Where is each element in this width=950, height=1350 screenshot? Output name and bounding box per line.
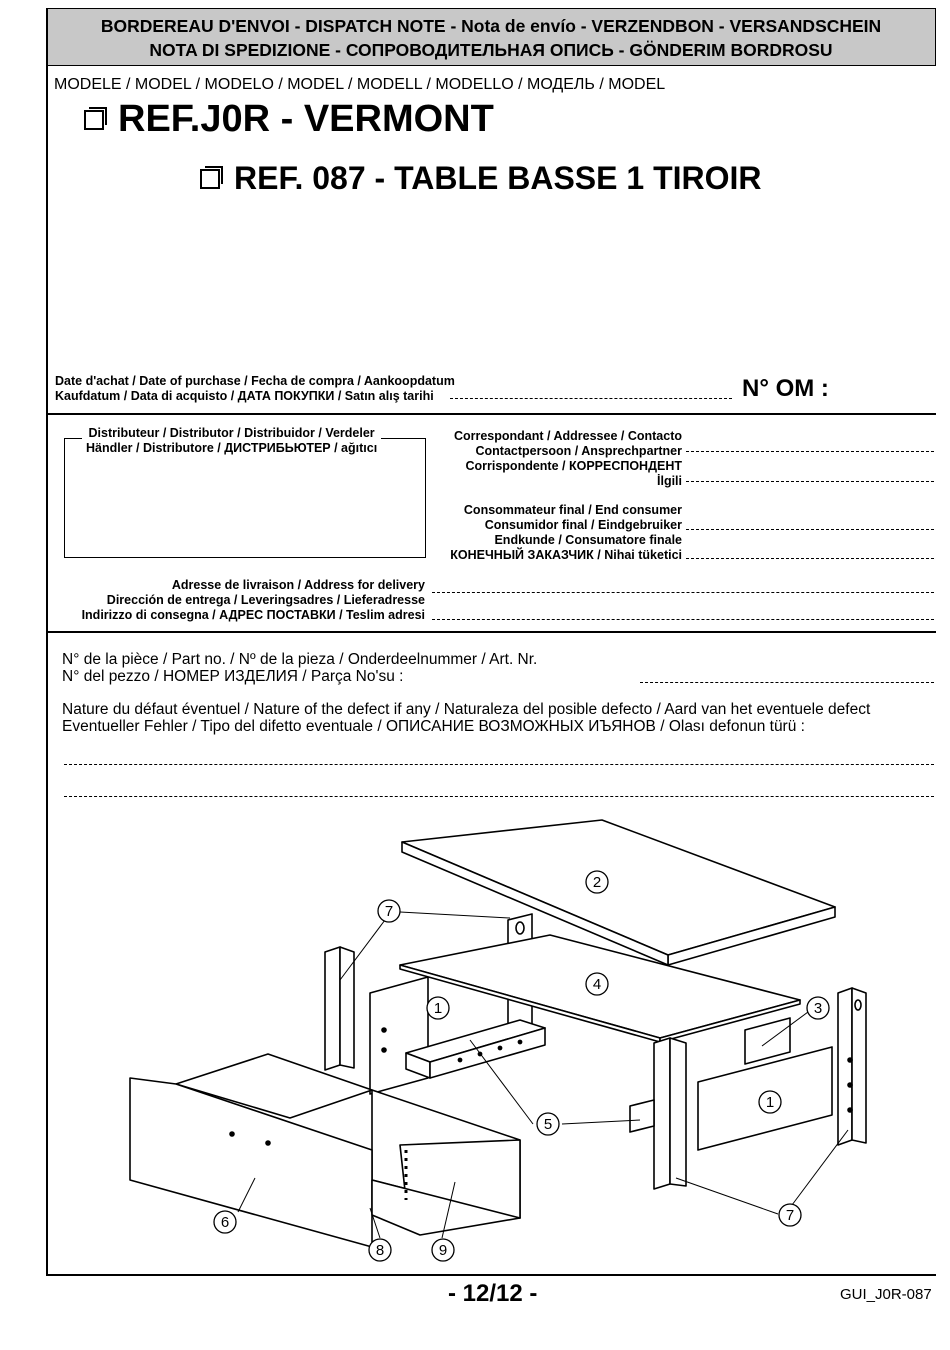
delivery-line-2: Dirección de entrega / Leveringsadres / Lieferadresse [106, 593, 425, 607]
reference-2 [200, 160, 762, 197]
reference-2-text: REF. 087 - TABLE BASSE 1 TIROIR [234, 160, 762, 196]
drawer-assembly [130, 1054, 520, 1247]
dispatch-note-header [46, 8, 936, 66]
defect-line-1: Nature du défaut éventuel / Nature of the defect if any / Naturaleza del posible defecto / Aard van het eventuele defect [62, 701, 871, 718]
correspondant-field-2[interactable] [686, 481, 934, 482]
reference-1-text: REF.J0R - VERMONT [118, 98, 494, 140]
delivery-field-2[interactable] [432, 619, 934, 620]
back-left-leg [325, 947, 354, 1070]
document-code: GUI_J0R-087 [840, 1286, 932, 1303]
exploded-assembly-diagram [0, 800, 950, 1270]
checkbox-ref2[interactable] [200, 169, 220, 189]
model-label: MODELE / MODEL / MODELO / MODEL / MODELL / MODELLO / МОДЕЛЬ / MODEL [54, 76, 666, 93]
back-right-leg [838, 988, 866, 1145]
callout-1a: 1 [433, 1000, 443, 1017]
delivery-line-1: Adresse de livraison / Address for delivery [171, 578, 425, 592]
front-right-leg [654, 1038, 686, 1189]
callout-7a: 7 [384, 903, 394, 920]
distributor-box[interactable] [64, 438, 426, 558]
part-number-field[interactable] [640, 682, 934, 683]
section-divider-1 [46, 413, 936, 415]
purchase-date-label [55, 374, 455, 404]
correspondant-field-1[interactable] [686, 451, 934, 452]
consumer-field-2[interactable] [686, 558, 934, 559]
callout-1b: 1 [765, 1094, 775, 1111]
consumer-label [420, 503, 682, 563]
callout-2: 2 [592, 874, 602, 891]
callout-8: 8 [375, 1242, 385, 1259]
defect-field-1[interactable] [64, 764, 934, 765]
purchase-line-1: Date d'achat / Date of purchase / Fecha de compra / Aankoopdatum [55, 374, 455, 388]
callout-9: 9 [438, 1242, 448, 1259]
section-divider-3 [46, 1274, 936, 1276]
consumer-line-3: Endkunde / Consumatore finale [494, 533, 682, 547]
callout-3: 3 [813, 1000, 823, 1017]
distributor-line-1: Distributeur / Distributor / Distribuidor / Verdeler [88, 426, 375, 440]
consumer-line-2: Consumidor final / Eindgebruiker [484, 518, 682, 532]
part-line-2: N° del pezzo / НОМЕР ИЗДЕЛИЯ / Parça No'su : [62, 668, 404, 685]
callout-6: 6 [220, 1214, 230, 1231]
consumer-line-4: КОНЕЧНЫЙ ЗАКАЗЧИК / Nihai tüketici [450, 548, 682, 562]
delivery-line-3: Indirizzo di consegna / АДРЕС ПОСТАВКИ / Teslim adresi [81, 608, 425, 622]
left-side-panel [370, 977, 428, 1094]
reference-1 [84, 98, 494, 141]
callout-5: 5 [543, 1116, 553, 1133]
callout-7b: 7 [785, 1207, 795, 1224]
part-number-label [62, 651, 537, 685]
top-panel-part [402, 820, 835, 965]
correspondant-line-2: Contactpersoon / Ansprechpartner [475, 444, 682, 458]
delivery-field-1[interactable] [432, 592, 934, 593]
correspondant-line-3: Corrispondente / КОРРЕСПОНДЕНТ [465, 459, 682, 473]
header-line-1: BORDEREAU D'ENVOI - DISPATCH NOTE - Nota de envío - VERZENDBON - VERSANDSCHEIN [100, 16, 882, 36]
part-line-1: N° de la pièce / Part no. / Nº de la pieza / Onderdeelnummer / Art. Nr. [62, 651, 538, 668]
page-number: - 12/12 - [448, 1280, 538, 1307]
defect-field-2[interactable] [64, 796, 934, 797]
delivery-label [50, 578, 425, 623]
defect-label [62, 701, 942, 735]
purchase-line-2: Kaufdatum / Data di acquisto / ДАТА ПОКУПКИ / Satın alış tarihi [55, 389, 434, 403]
checkbox-ref1[interactable] [84, 110, 104, 130]
consumer-field-1[interactable] [686, 529, 934, 530]
section-divider-2 [46, 631, 936, 633]
distributor-line-2: Händler / Distributore / ДИСТРИБЬЮТЕР / ağıtıcı [86, 441, 378, 455]
correspondant-line-4: İlgili [657, 474, 682, 488]
consumer-line-1: Consommateur final / End consumer [463, 503, 682, 517]
connector-block [630, 1100, 654, 1132]
purchase-date-field[interactable] [450, 398, 732, 399]
callout-4: 4 [592, 976, 602, 993]
correspondant-line-1: Correspondant / Addressee / Contacto [453, 429, 682, 443]
right-side-panel [698, 1018, 832, 1150]
om-number-label: N° OM : [742, 375, 829, 402]
defect-line-2: Eventueller Fehler / Tipo del difetto eventuale / ОПИСАНИЕ ВОЗМОЖНЫХ ИЪЯНОВ / Olası defonun türü : [62, 718, 805, 735]
distributor-label [82, 426, 381, 456]
correspondant-label [420, 429, 682, 489]
header-line-2: NOTA DI SPEDIZIONE - СОПРОВОДИТЕЛЬНАЯ ОПИСЬ - GÖNDERIM BORDROSU [149, 40, 833, 60]
